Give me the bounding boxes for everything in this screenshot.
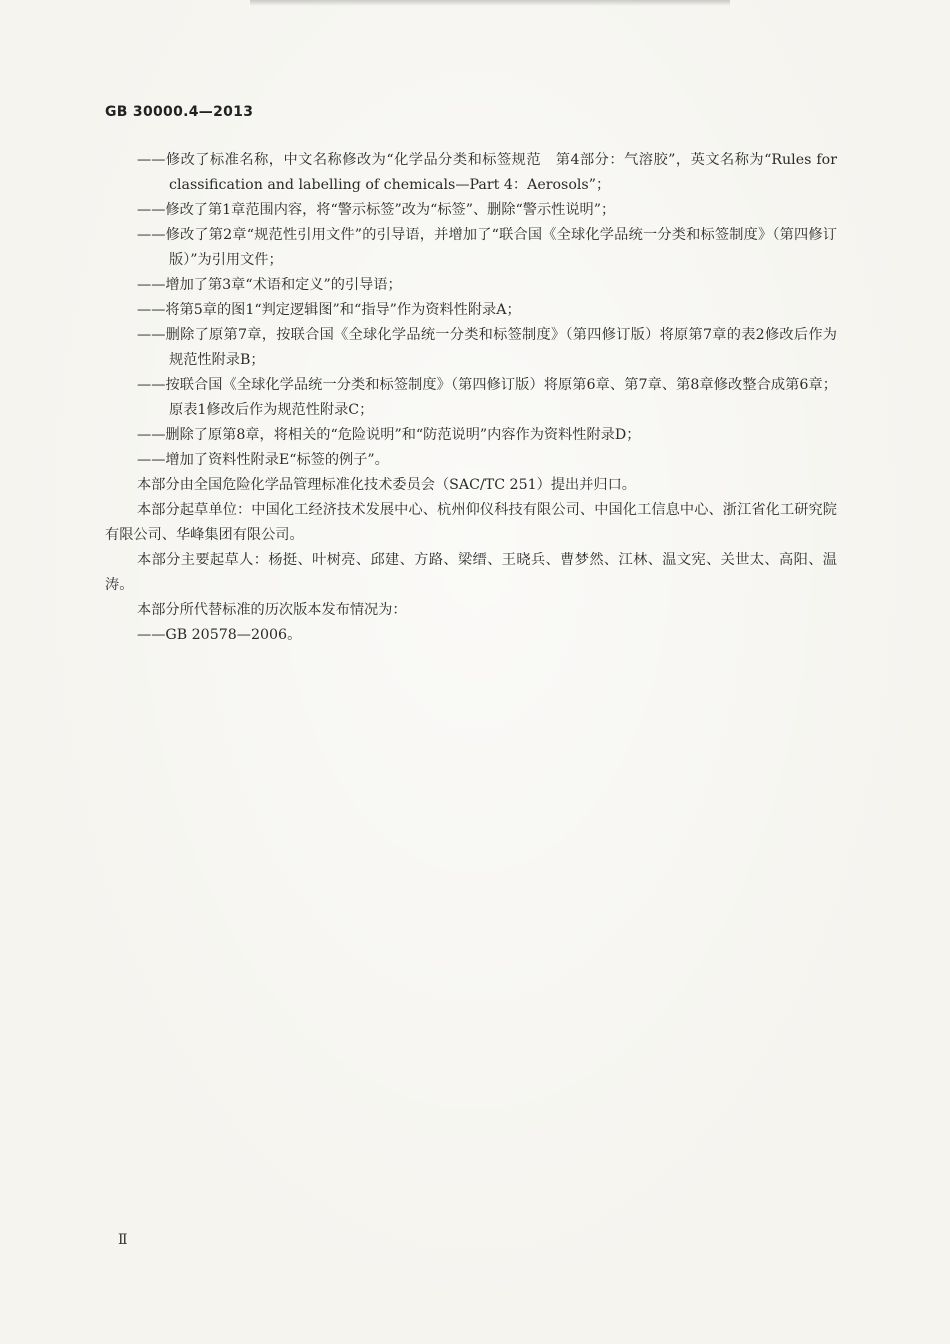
change-item-2: ——修改了第1章范围内容，将“警示标签”改为“标签”、删除“警示性说明”； <box>137 202 616 218</box>
change-item-5: ——将第5章的图1“判定逻辑图”和“指导”作为资料性附录A； <box>137 302 521 318</box>
drafters-paragraph <box>105 548 837 598</box>
history-intro-text: 本部分所代替标准的历次版本发布情况为： <box>137 602 407 618</box>
scan-edge-shadow <box>250 0 730 6</box>
change-item-6: ——删除了原第7章，按联合国《全球化学品统一分类和标签制度》（第四修订版）将原第7章的表2修改后作为规范性附录B； <box>137 327 837 368</box>
change-item-1: ——修改了标准名称，中文名称修改为“化学品分类和标签规范 第4部分：气溶胶”，英文名称为“Rules for classification and labelling of chemicals—Part 4：Aerosols”； <box>137 152 837 193</box>
foreword-paragraphs <box>105 473 837 648</box>
proposer-paragraph <box>105 473 837 498</box>
standard-code-header: GB 30000.4—2013 <box>105 104 254 120</box>
change-item-4: ——增加了第3章“术语和定义”的引导语； <box>137 277 402 293</box>
drafters-text: 本部分主要起草人：杨挺、叶树亮、邱建、方路、梁缙、王晓兵、曹梦然、江林、温文宪、关世太、高阳、温涛。 <box>105 552 837 593</box>
page-number: Ⅱ <box>118 1232 128 1248</box>
change-item-8: ——删除了原第8章，将相关的“危险说明”和“防范说明”内容作为资料性附录D； <box>137 427 641 443</box>
change-item-3: ——修改了第2章“规范性引用文件”的引导语，并增加了“联合国《全球化学品统一分类和标签制度》（第四修订版）”为引用文件； <box>137 227 837 268</box>
foreword-content <box>105 148 837 648</box>
drafting-units-text: 本部分起草单位：中国化工经济技术发展中心、杭州仰仪科技有限公司、中国化工信息中心、浙江省化工研究院有限公司、华峰集团有限公司。 <box>105 502 837 543</box>
change-item-7: ——按联合国《全球化学品统一分类和标签制度》（第四修订版）将原第6章、第7章、第8章修改整合成第6章；原表1修改后作为规范性附录C； <box>137 377 837 418</box>
history-item-text: ——GB 20578—2006。 <box>137 627 302 643</box>
change-item-9: ——增加了资料性附录E“标签的例子”。 <box>137 452 389 468</box>
history-intro-paragraph <box>105 598 837 623</box>
proposer-text: 本部分由全国危险化学品管理标准化技术委员会（SAC/TC 251）提出并归口。 <box>137 477 636 493</box>
drafting-units-paragraph <box>105 498 837 548</box>
history-item-paragraph <box>105 623 837 648</box>
